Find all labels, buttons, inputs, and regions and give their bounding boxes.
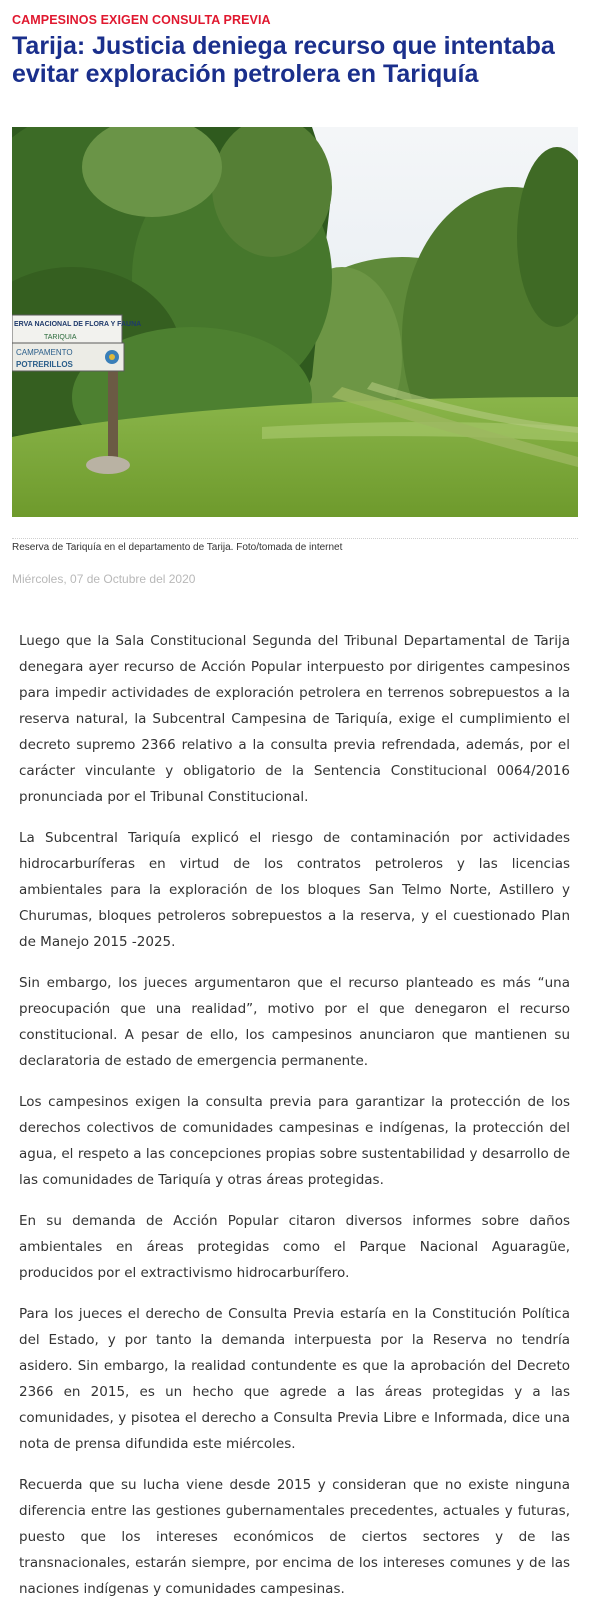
- article-paragraph: La Subcentral Tariquía explicó el riesgo de contaminación por actividades hidrocarburíferas en virtud de los contratos petroleros y las licencias ambientales para la exploración de los bloques San Telmo Norte, Astillero y Churumas, bloques petroleros sobrepuestos a la reserva, y el cuestionado Plan de Manejo 2015 -2025.: [19, 830, 570, 950]
- photo-caption: Reserva de Tariquía en el departamento de Tarija. Foto/tomada de internet: [12, 542, 343, 553]
- article-photo: [12, 127, 578, 517]
- article-kicker: CAMPESINOS EXIGEN CONSULTA PREVIA: [12, 13, 271, 27]
- forest-photo-illustration: [12, 127, 578, 517]
- article-headline[interactable]: Tarija: Justicia deniega recurso que intentaba evitar exploración petrolera en Tariquía: [12, 32, 555, 88]
- article-paragraph: Recuerda que su lucha viene desde 2015 y consideran que no existe ninguna diferencia entre las gestiones gubernamentales precedentes, actuales y futuras, puesto que los intereses económicos de ciertos sectores y de las transnacionales, estarán siempre, por encima de los intereses comunes y de las naciones indígenas y comunidades campesinas.: [19, 1477, 570, 1597]
- article-date: Miércoles, 07 de Octubre del 2020: [12, 572, 196, 586]
- article-body: [19, 628, 570, 1617]
- sign-line-1: ERVA NACIONAL DE FLORA Y FAUNA: [14, 321, 142, 328]
- article-paragraph: Sin embargo, los jueces argumentaron que el recurso planteado es más “una preocupación que una realidad”, motivo por el que denegaron el recurso constitucional. A pesar de ello, los campesinos anunciaron que mantienen su declaratoria de estado de emergencia permanente.: [19, 975, 570, 1069]
- article-paragraph: En su demanda de Acción Popular citaron diversos informes sobre daños ambientales en áreas protegidas como el Parque Nacional Aguaragüe, producidos por el extractivismo hidrocarburífero.: [19, 1213, 570, 1281]
- article-paragraph: Para los jueces el derecho de Consulta Previa estaría en la Constitución Política del Estado, y por tanto la demanda interpuesta por la Reserva no tendría asidero. Sin embargo, la realidad contundente es que la aprobación del Decreto 2366 en 2015, es un hecho que agrede a las áreas protegidas y a las comunidades, y pisotea el derecho a Consulta Previa Libre e Informada, dice una nota de prensa difundida este miércoles.: [19, 1306, 570, 1452]
- sign-line-4: POTRERILLOS: [16, 360, 73, 369]
- article-paragraph: Luego que la Sala Constitucional Segunda del Tribunal Departamental de Tarija denegara ayer recurso de Acción Popular interpuesto por dirigentes campesinos para impedir actividades de exploración petrolera en terrenos sobrepuestos a la reserva natural, la Subcentral Campesina de Tariquía, exige el cumplimiento el decreto supremo 2366 relativo a la consulta previa refrendada, además, por el carácter vinculante y obligatorio de la Sentencia Constitucional 0064/2016 pronunciada por el Tribunal Constitucional.: [19, 633, 570, 805]
- sign-line-2: TARIQUIA: [44, 334, 77, 341]
- sign-line-3: CAMPAMENTO: [16, 348, 73, 357]
- caption-divider: [12, 538, 578, 539]
- article-paragraph: Los campesinos exigen la consulta previa para garantizar la protección de los derechos colectivos de comunidades campesinas e indígenas, la protección del agua, el respeto a las concepciones propias sobre sustentabilidad y desarrollo de las comunidades de Tariquía y otras áreas protegidas.: [19, 1094, 570, 1188]
